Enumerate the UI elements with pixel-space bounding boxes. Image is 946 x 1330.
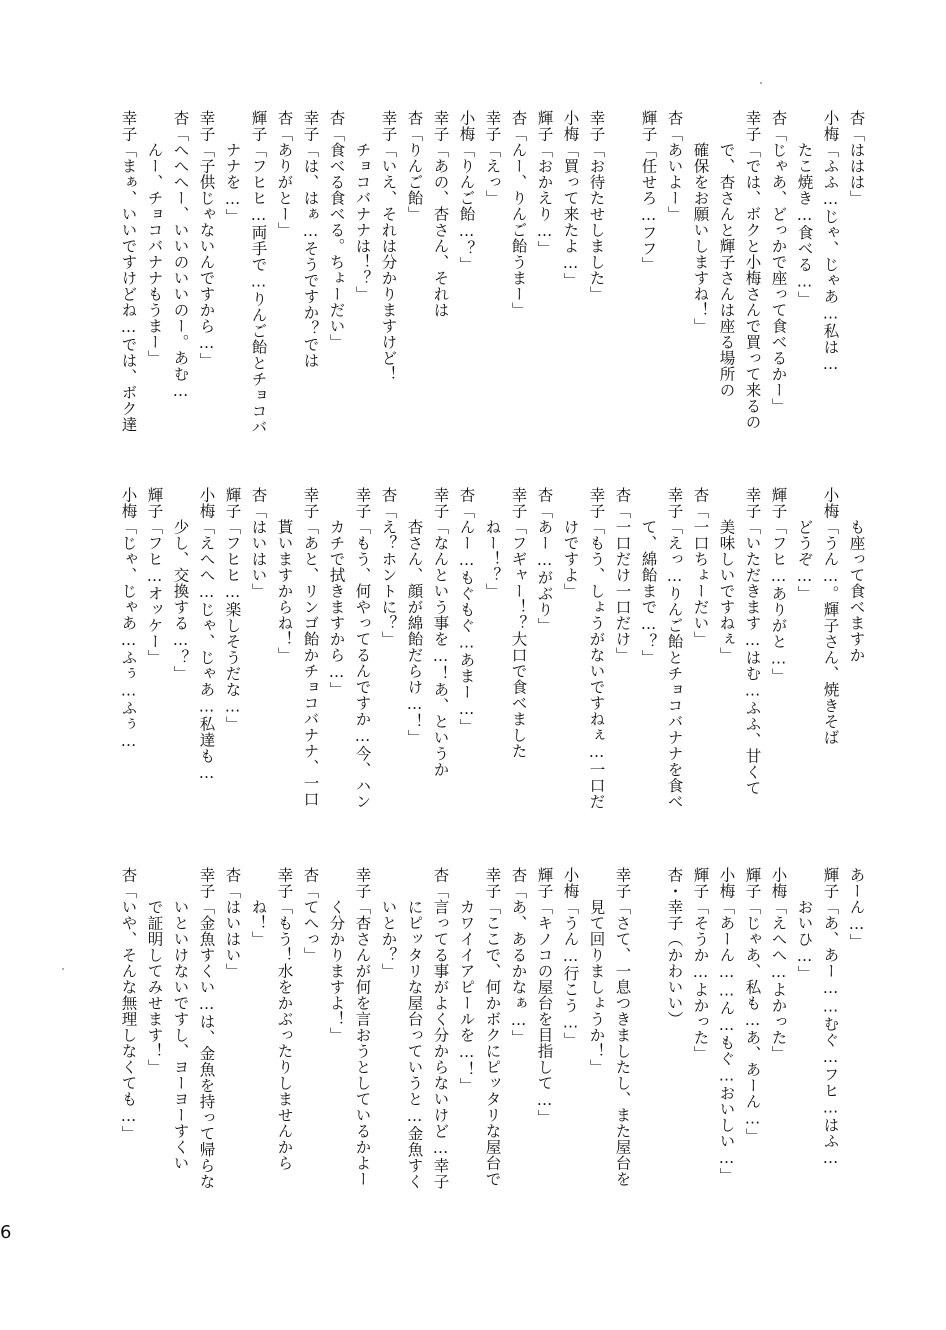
dialogue-line: んー、チョコバナナもうまー」	[145, 110, 164, 366]
dialogue-line: 杏「はいはい」	[223, 867, 242, 979]
dialogue-line: 小梅「うん…行こう…」	[561, 867, 580, 1048]
text-block-top	[0, 0, 946, 455]
dialogue-line: カチで拭きますから…」	[327, 487, 346, 698]
dialogue-line: 杏「あ、あるかなぁ…」	[509, 867, 528, 1046]
dialogue-line: 杏「はいはい」	[249, 487, 268, 599]
dialogue-line: おいひ…」	[795, 867, 814, 982]
dialogue-line: 幸子「さて、一息つきましたし、また屋台を	[613, 867, 632, 1187]
dialogue-line: 幸子「あと、リンゴ飴かチョコバナナ、一口	[301, 487, 320, 807]
dialogue-line: ねー！？」	[483, 487, 502, 599]
dialogue-line: 幸子「もう、しょうがないですねぇ…一口だ	[587, 487, 606, 810]
dialogue-line: 幸子「では、ボクと小梅さんで買って来るの	[743, 110, 762, 430]
dialogue-line: 小梅「えへへ…じゃ、じゃあ…私達も…	[197, 487, 216, 783]
dialogue-line: 少し、交換する…？」	[171, 487, 190, 682]
dialogue-line: て、綿飴まで…？」	[639, 487, 658, 666]
dialogue-line: 杏「てへっ」	[301, 867, 320, 963]
dialogue-line: 貰いますからね！」	[275, 487, 294, 663]
dialogue-line: いとか？」	[379, 867, 398, 979]
dialogue-line: 小梅「じゃ、じゃあ…ふぅ…ふぅ…	[119, 487, 138, 751]
dialogue-line: いといけないですし、ヨーヨーすくい	[171, 867, 190, 1171]
dialogue-line: チョコバナナは！？」	[353, 110, 372, 302]
dialogue-line: 輝子「任せろ…フフ」	[639, 110, 658, 273]
dialogue-line: 小梅「えへへ…よかった」	[769, 867, 788, 1062]
text-block-bottom	[0, 835, 946, 1275]
dialogue-line: ナナを…」	[223, 110, 242, 225]
dialogue-line: 幸子「あの、杏さん、それは	[431, 110, 450, 318]
dialogue-line: 幸子「フギャー！？大口で食べました	[509, 487, 528, 759]
dialogue-line: 幸子「子供じゃないんですから…」	[197, 110, 216, 369]
dialogue-line: あーん…」	[847, 867, 866, 950]
dialogue-line: で、杏さんと輝子さんは座る場所の	[717, 110, 736, 398]
dialogue-line: 杏「じゃあ、どっかで座って食べるかー」	[769, 110, 788, 414]
dialogue-line: 杏「え？ホントに？」	[379, 487, 398, 647]
page-number: 6	[0, 1222, 12, 1243]
dialogue-line: 杏さん、顔が綿飴だらけ…！」	[405, 487, 424, 746]
dialogue-line: 杏「りんご飴」	[405, 110, 424, 222]
dialogue-line: たこ焼き…食べる…」	[795, 110, 814, 307]
dialogue-line: 幸子「えっ」	[483, 110, 502, 206]
dialogue-line: 輝子「フヒヒ…楽しそうだな…」	[223, 487, 242, 732]
dialogue-line: 輝子「フヒ…オッケー」	[145, 487, 164, 666]
dialogue-line: 幸子「いえ、それは分かりますけど！	[379, 110, 398, 382]
dialogue-line: 幸子「は、はぁ…そうですか？では	[301, 110, 320, 369]
dialogue-line: どうぞ…」	[795, 487, 814, 602]
dialogue-line: 輝子「キノコの屋台を目指して…」	[535, 867, 554, 1126]
dialogue-line: 杏・幸子（かわいい）	[665, 867, 684, 1027]
dialogue-line: 幸子「まぁ、いいですけどね…では、ボク達	[119, 110, 138, 433]
dialogue-line: 輝子「じゃあ、私も…あ、あーん…」	[743, 867, 762, 1144]
dialogue-line: 幸子「いただきます…はむ…ふふ、甘くて	[743, 487, 762, 796]
dialogue-line: 確保をお願いしますね！」	[691, 110, 710, 334]
dialogue-line: 小梅「りんご飴…？」	[457, 110, 476, 273]
dialogue-line: 幸子「なんという事を…！あ、というか	[431, 487, 450, 778]
dialogue-line: 幸子「杏さんが何を言おうとしているかよー	[353, 867, 372, 1187]
dialogue-line: ね！」	[249, 867, 268, 947]
dialogue-line: 幸子「金魚すくい…は、金魚を持って帰らな	[197, 867, 216, 1190]
dialogue-line: 輝子「そうか…よかった」	[691, 867, 710, 1062]
dialogue-line: 杏「へへへー、いいのいいのー。あむ…	[171, 110, 190, 401]
dialogue-line: 杏「んー、りんご飴うまー」	[509, 110, 528, 318]
dialogue-line: 杏「一口ちょーだい」	[691, 487, 710, 647]
dialogue-line: 杏「言ってる事がよく分からないけど…幸子	[431, 867, 450, 1190]
dialogue-line: で証明してみせます！」	[145, 867, 164, 1075]
paper-speck	[760, 82, 762, 84]
dialogue-line: 輝子「おかえり…」	[535, 110, 554, 257]
dialogue-line: 杏「ありがとー」	[275, 110, 294, 238]
dialogue-line: 小梅「うん…。輝子さん、焼きそば	[821, 487, 840, 746]
dialogue-line: 幸子「えっ…りんご飴とチョコバナナを食べ	[665, 487, 684, 810]
dialogue-line: 小梅「買って来たよ…」	[561, 110, 580, 289]
dialogue-line: 小梅「ふふ…じゃ、じゃあ…私は…	[821, 110, 840, 374]
dialogue-line: けですよ」	[561, 487, 580, 599]
dialogue-line: 杏「あいよー」	[665, 110, 684, 222]
dialogue-line: 美味しいですねぇ」	[717, 487, 736, 663]
text-block-middle	[0, 455, 946, 835]
dialogue-line: 杏「いや、そんな無理しなくても…」	[119, 867, 138, 1142]
dialogue-line: カワイイアピールを…！」	[457, 867, 476, 1094]
dialogue-line: 小梅「あーん……ん…もぐ…おいしい…」	[717, 867, 736, 1184]
dialogue-line: 輝子「フヒ…ありがと…」	[769, 487, 788, 684]
dialogue-line: 輝子「フヒヒ…両手で…りんご飴とチョコバ	[249, 110, 268, 435]
dialogue-line: 杏「食べる食べる。ちょーだい」	[327, 110, 346, 350]
dialogue-line: にピッタリな屋台っていうと…金魚すく	[405, 867, 424, 1190]
dialogue-line: 杏「んー…もぐもぐ…あまー…」	[457, 487, 476, 735]
dialogue-line: 見て回りましょうか！」	[587, 867, 606, 1075]
dialogue-line: も座って食べますか	[847, 487, 866, 663]
dialogue-line: 幸子「もう、何やってるんですか…今、ハン	[353, 487, 372, 810]
dialogue-line: く分かりますよ！」	[327, 867, 346, 1043]
paper-speck	[62, 968, 64, 970]
dialogue-line: 幸子「お待たせしました」	[587, 110, 606, 302]
dialogue-line: 幸子「もう！水をかぶったりしませんから	[275, 867, 294, 1171]
dialogue-line: 杏「あー…がぶり」	[535, 487, 554, 634]
dialogue-line: 輝子「あ、あー……むぐ…フヒ…はふ…	[821, 867, 840, 1168]
dialogue-line: 杏「一口だけ一口だけ」	[613, 487, 632, 663]
dialogue-line: 幸子「ここで、何かボクにピッタリな屋台で	[483, 867, 502, 1187]
dialogue-line: 杏「ははは」	[847, 110, 866, 206]
